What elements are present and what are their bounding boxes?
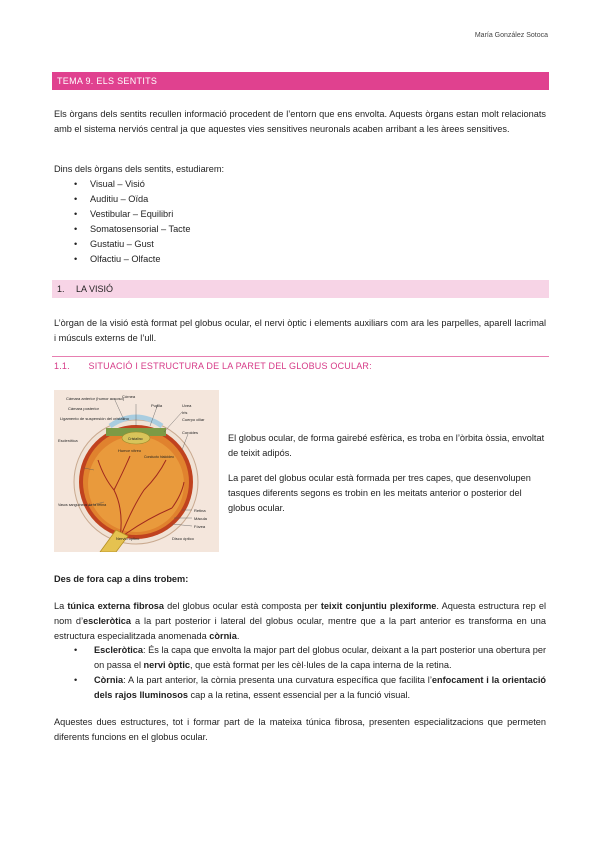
label-iris: Iris	[182, 410, 188, 415]
label-uvea: Uvea	[182, 403, 192, 408]
section-banner-tema	[52, 72, 549, 90]
globus-paragraph-1: El globus ocular, de forma gairebé esfèrica, es troba en l’òrbita òssia, envoltat de teixit adipós.	[228, 433, 545, 458]
section-title: TEMA 9. ELS SENTITS	[57, 76, 158, 86]
section-number: 1.	[57, 284, 65, 294]
subsection-title: SITUACIÓ I ESTRUCTURA DE LA PARET DEL GLOBUS OCULAR:	[88, 361, 372, 371]
list-item: • Gustatiu – Gust	[74, 237, 190, 252]
globus-paragraph-2: La paret del globus ocular està formada per tres capes, que desenvolupen tasques diferents segons es trobin en les meitats anterior o posterior del globus ocular.	[228, 473, 531, 513]
subsection-heading	[54, 361, 372, 371]
label-vasos: Vasos sanguíneos de la retina	[58, 503, 107, 507]
label-coroides: Coroides	[182, 430, 199, 435]
list-item: • Somatosensorial – Tacte	[74, 222, 190, 237]
label-cornea: Córnea	[122, 394, 136, 399]
list-item: • Olfactiu – Olfacte	[74, 252, 190, 267]
list-item: • Vestibular – Equilibri	[74, 207, 190, 222]
label-humor-vitreo: Humor vítreo	[118, 448, 142, 453]
label-pupila: Pupila	[151, 403, 163, 408]
label-camara-anterior: Cámara anterior (humor acuoso)	[66, 396, 125, 401]
section-title: LA VISIÓ	[76, 284, 114, 294]
divider	[52, 356, 549, 357]
label-esclerotica: Esclerótica	[58, 438, 78, 443]
list-item: • Visual – Visió	[74, 177, 190, 192]
list-item: • Escleròtica: És la capa que envolta la major part del globus ocular, deixant a la part posterior una obertura per on passa el nervi òptic, que està format per les cèl·lules de la capa interna de la retina.	[74, 643, 546, 673]
list-item: • Còrnia: A la part anterior, la còrnia presenta una curvatura específica que facilita l’enfocament i la orientació dels rajos lluminosos cap a la retina, essent essencial per a la funció visual.	[74, 673, 546, 703]
intro-paragraph: Els òrgans dels sentits recullen informació procedent de l’entorn que ens envolta. Aquests òrgans estan molt relacionats amb el sistema nerviós central ja que aquestes vies sensitives neuronals acaben arribant a les àrees sensitives.	[54, 109, 546, 134]
label-fovea: Fóvea	[194, 524, 206, 529]
list-intro: Dins dels òrgans dels sentits, estudiarem:	[54, 164, 225, 174]
label-cristalino: Cristalino	[128, 437, 143, 441]
label-nervio: Nervio óptico	[116, 536, 140, 541]
eye-diagram	[54, 390, 219, 552]
list-item: • Auditiu – Oïda	[74, 192, 190, 207]
subsection-number: 1.1.	[54, 361, 70, 371]
label-cuerpo-ciliar: Cuerpo ciliar	[182, 417, 205, 422]
closing-paragraph: Aquestes dues estructures, tot i formar part de la mateixa túnica fibrosa, presenten especialitzacions que permeten diferents funcions en el globus ocular.	[54, 717, 546, 742]
label-ligamento: Ligamento de suspensión del cristalino	[60, 416, 129, 421]
tunica-bullets	[74, 643, 546, 703]
capes-heading: Des de fora cap a dins trobem:	[54, 574, 189, 584]
tunica-paragraph: La túnica externa fibrosa del globus ocular està composta per teixit conjuntiu plexiforme. Aquesta estructura rep el nom d’escleròtica a la part posterior i lateral del globus ocular, mentre que a la part anterior es transforma en una estructura especialitzada anomenada còrnia.	[54, 601, 546, 641]
senses-list	[74, 177, 190, 267]
label-conducto: Conducto hialoideo	[144, 455, 174, 459]
label-macula: Mácula	[194, 516, 207, 521]
author-name: María González Sotoca	[474, 32, 548, 39]
visio-paragraph: L’òrgan de la visió està format pel globus ocular, el nervi òptic i elements auxiliars com ara les parpelles, aparell lacrimal i músculs externs de l’ull.	[54, 318, 546, 343]
label-disco: Disco óptico	[172, 536, 194, 541]
section-banner-visio	[52, 280, 549, 298]
label-camara-posterior: Cámara posterior	[68, 406, 99, 411]
label-retina: Retina	[194, 508, 206, 513]
